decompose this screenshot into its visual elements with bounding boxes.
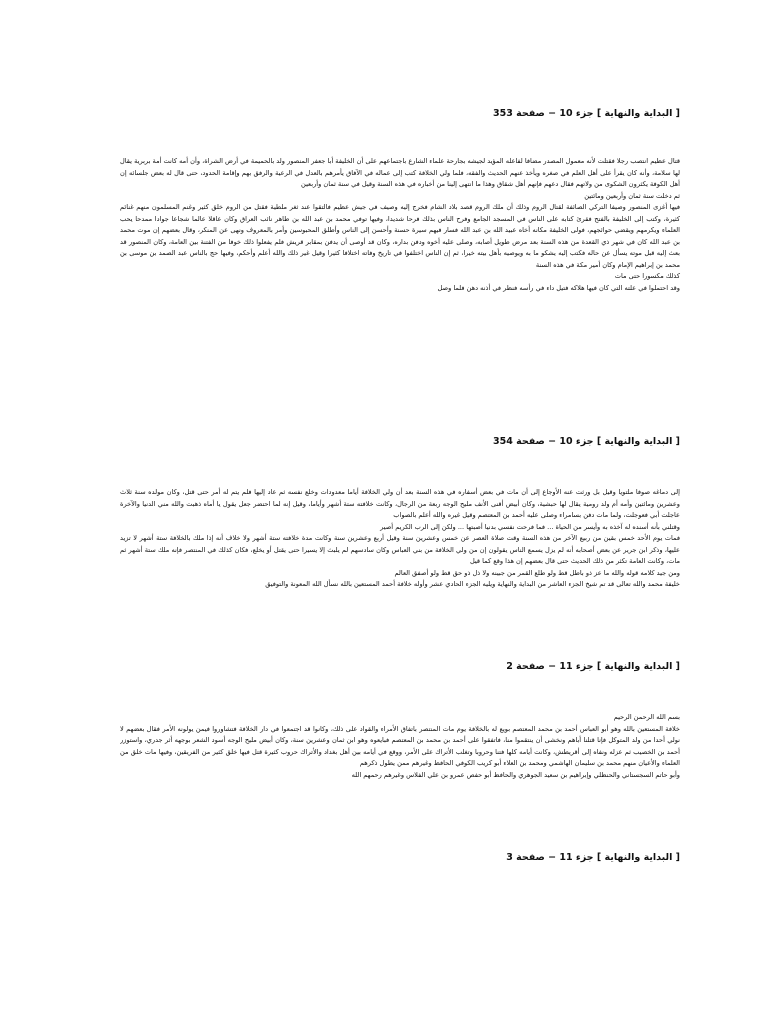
section-header-4: [ البداية والنهاية ] جزء 11 − صفحة 3 <box>506 852 680 863</box>
paragraph: فمات يوم الأحد خمس بقين من ربيع الآخر من هذه السنة وقت صلاة العصر عن خمس وعشرين سنة وقيل أربع وعشرين سنة وكانت مدة خلافته ستة أشهر ولا خلاف أنه إذا ملك بالخلافة ستة أشهر لا تزيد عليها، وذكر ابن جرير عن بعض أصحابه أنه لم يزل يسمع الناس يقولون إن من ولي الخلافة من بني العباس وكان سادسهم لم يلبث إلا يسيرا حتى يقتل أو يخلع، فكان كذلك في المنتصر فإنه ملك ستة أشهر ثم مات، وكانت العامة تكثر من ذلك الحديث حتى قال بعضهم إن هذا وقع كما قيل <box>120 534 680 565</box>
paragraph: إلى دماغه صوفا ملتويا وقيل بل ورثت عنه الأوجاع إلى أن مات في بعض أسفاره في هذه السنة بعد أن ولي الخلافة أياما معدودات وخلع نفسه ثم عاد إليها فلم يتم له أمر حتى قتل، وكان مولده سنة ثلاث وعشرين ومائتين وأمه أم ولد رومية يقال لها حبشية، وكان أبيض أقنى الأنف مليح الوجه ربعة من الرجال، وكانت خلافته ستة أشهر وأياما، وقيل إنه لما احتضر جعل يقول يا أماه ذهبت والله مني الدنيا والآخرة عاجلت أبي فعوجلت، ولما مات دفن بسامراء وصلى عليه أحمد بن المعتصم وقيل غيره والله أعلم بالصواب <box>120 488 680 519</box>
paragraph: وقتلني بأنه أسنده له آخذه به وأيسر من الحياة ... فما فرحت نفسي بدنيا أصبتها ... ولكن إلى الرب الكريم أصير <box>380 522 680 531</box>
section-body-2 <box>120 487 680 591</box>
paragraph: وقد احتملوا في علته التي كان فيها هلاكه فتيل داء في رأسه فنظر في أذنه دهن فلما وصل <box>437 283 680 292</box>
section-header-3: [ البداية والنهاية ] جزء 11 − صفحة 2 <box>506 661 680 672</box>
document-page <box>120 0 680 1024</box>
paragraph: بسم الله الرحمن الرحيم <box>613 713 680 721</box>
paragraph: وأبو حاتم السجستاني والحنظلي وإبراهيم بن سعيد الجوهري والحافظ أبو حفص عمرو بن علي الفلاس وغيرهم رحمهم الله <box>351 770 680 779</box>
paragraph: ومن جيد كلامه قوله والله ما عز ذو باطل قط ولو طلع القمر من جبينه ولا ذل ذو حق قط ولو أصفق العالم <box>394 568 680 577</box>
section-header-2: [ البداية والنهاية ] جزء 10 − صفحة 354 <box>493 436 680 447</box>
paragraph: خليفة محمد والله تعالى قد تم شيخ الجزء العاشر من البداية والنهاية ويليه الجزء الحادي عشر وأوله خلافة أحمد المستعين بالله نسأل الله المعونة والتوفيق <box>265 580 680 588</box>
paragraph: ثم دخلت سنة ثمان وأربعين ومائتين <box>584 191 680 200</box>
paragraph: خلافة المستعين بالله وهو أبو العباس أحمد بن محمد المعتصم بويع له بالخلافة يوم مات المنتصر باتفاق الأمراء والقواد على ذلك، وكانوا قد اجتمعوا في دار الخلافة فتشاوروا فيمن يولونه الأمر فقال بعضهم لا نولي أحدا من ولد المتوكل فإنا قتلنا أباهم ونخشى أن ينتقموا منا، فاتفقوا على أحمد بن محمد بن المعتصم فبايعوه وهو ابن ثمان وعشرين سنة، وكان أبيض مليح الوجه أسود الشعر بوجهه أثر جدري، واستوزر أحمد بن الخصيب ثم عزله ونفاه إلى أقريطش، وكانت أيامه كلها فتنا وحروبا وتغلب الأتراك على الأمر، ووقع في أيامه بين أهل بغداد والأتراك حروب كثيرة قتل فيها خلق كثير من الفريقين، وفيها مات خلق من العلماء والأعيان منهم محمد بن سليمان الهاشمي ومحمد بن العلاء أبو كريب الكوفي الحافظ وغيرهم ممن يطول ذكرهم <box>120 724 680 767</box>
paragraph: قتال عظيم انتصب رجلا فقتلت لأنه معمول المصدر مضافا لفاعله المؤيد لجيشه بجارحة علماء الشارع باجتماعهم على أن الخليفة أبا جعفر المنصور ولد بالحميمة في أرض الشراة، وأن أمه كانت أمة بربرية يقال لها سلامة، وأنه كان يقرأ على أهل العلم في صغره ويأخذ عنهم الحديث والفقه، فلما ولي الخلافة كتب إلى عماله في الآفاق يأمرهم بالعدل في الرعية والرفق بهم وإقامة الحدود، حتى قال له بعض جلسائه إن أهل الكوفة يكثرون الشكوى من ولاتهم فقال دعهم فإنهم أهل شقاق وهذا ما انتهى إلينا من أخباره في هذه السنة وقيل في سنة ثمان وأربعين <box>120 157 680 188</box>
section-body-3 <box>120 712 680 781</box>
section-header-1: [ البداية والنهاية ] جزء 10 − صفحة 353 <box>493 108 680 119</box>
paragraph: فيها أغزى المنصور وصيفا التركي الصائفة لقتال الروم وذلك أن ملك الروم قصد بلاد الشام فخرج إليه وصيف في جيش عظيم فالتقوا عند ثغر ملطية فقتل من الروم خلق كثير وغنم المسلمون منهم غنائم كثيرة، وكتب إلى الخليفة بالفتح فقرئ كتابه على الناس في المسجد الجامع وفرح الناس بذلك فرحا شديدا، وفيها توفي محمد بن عبد الله بن طاهر نائب العراق وكان عاقلا عالما شجاعا جوادا ممدحا يحب العلماء ويكرمهم ويقضي حوائجهم، فولى الخليفة مكانه أخاه عبيد الله بن عبد الله فسار فيهم سيرة حسنة وأحسن إلى الناس وأطلق المحبوسين وأمر بالمعروف ونهى عن المنكر، وقال بعضهم إن موت محمد بن عبد الله كان في شهر ذي القعدة من هذه السنة بعد مرض طويل أصابه، وصلى عليه أخوه ودفن بداره، وكان قد أوصى أن يدفن بمقابر قريش فلم يفعلوا ذلك خوفا من الفتنة بين العامة، وكان المنصور قد بعث إليه قبل موته يسأل عن حاله فكتب إليه يشكو ما به ويوصيه بأهل بيته خيرا، ثم إن الناس اختلفوا في تاريخ وفاته اختلافا كثيرا وقيل غير ذلك والله أعلم وأحكم، وفيها حج بالناس عبد الصمد بن موسى بن محمد بن إبراهيم الإمام وكان أمير مكة في هذه السنة <box>120 203 680 269</box>
paragraph: كذلك مكسورا حتى مات <box>614 272 680 280</box>
section-body-1 <box>120 156 680 294</box>
